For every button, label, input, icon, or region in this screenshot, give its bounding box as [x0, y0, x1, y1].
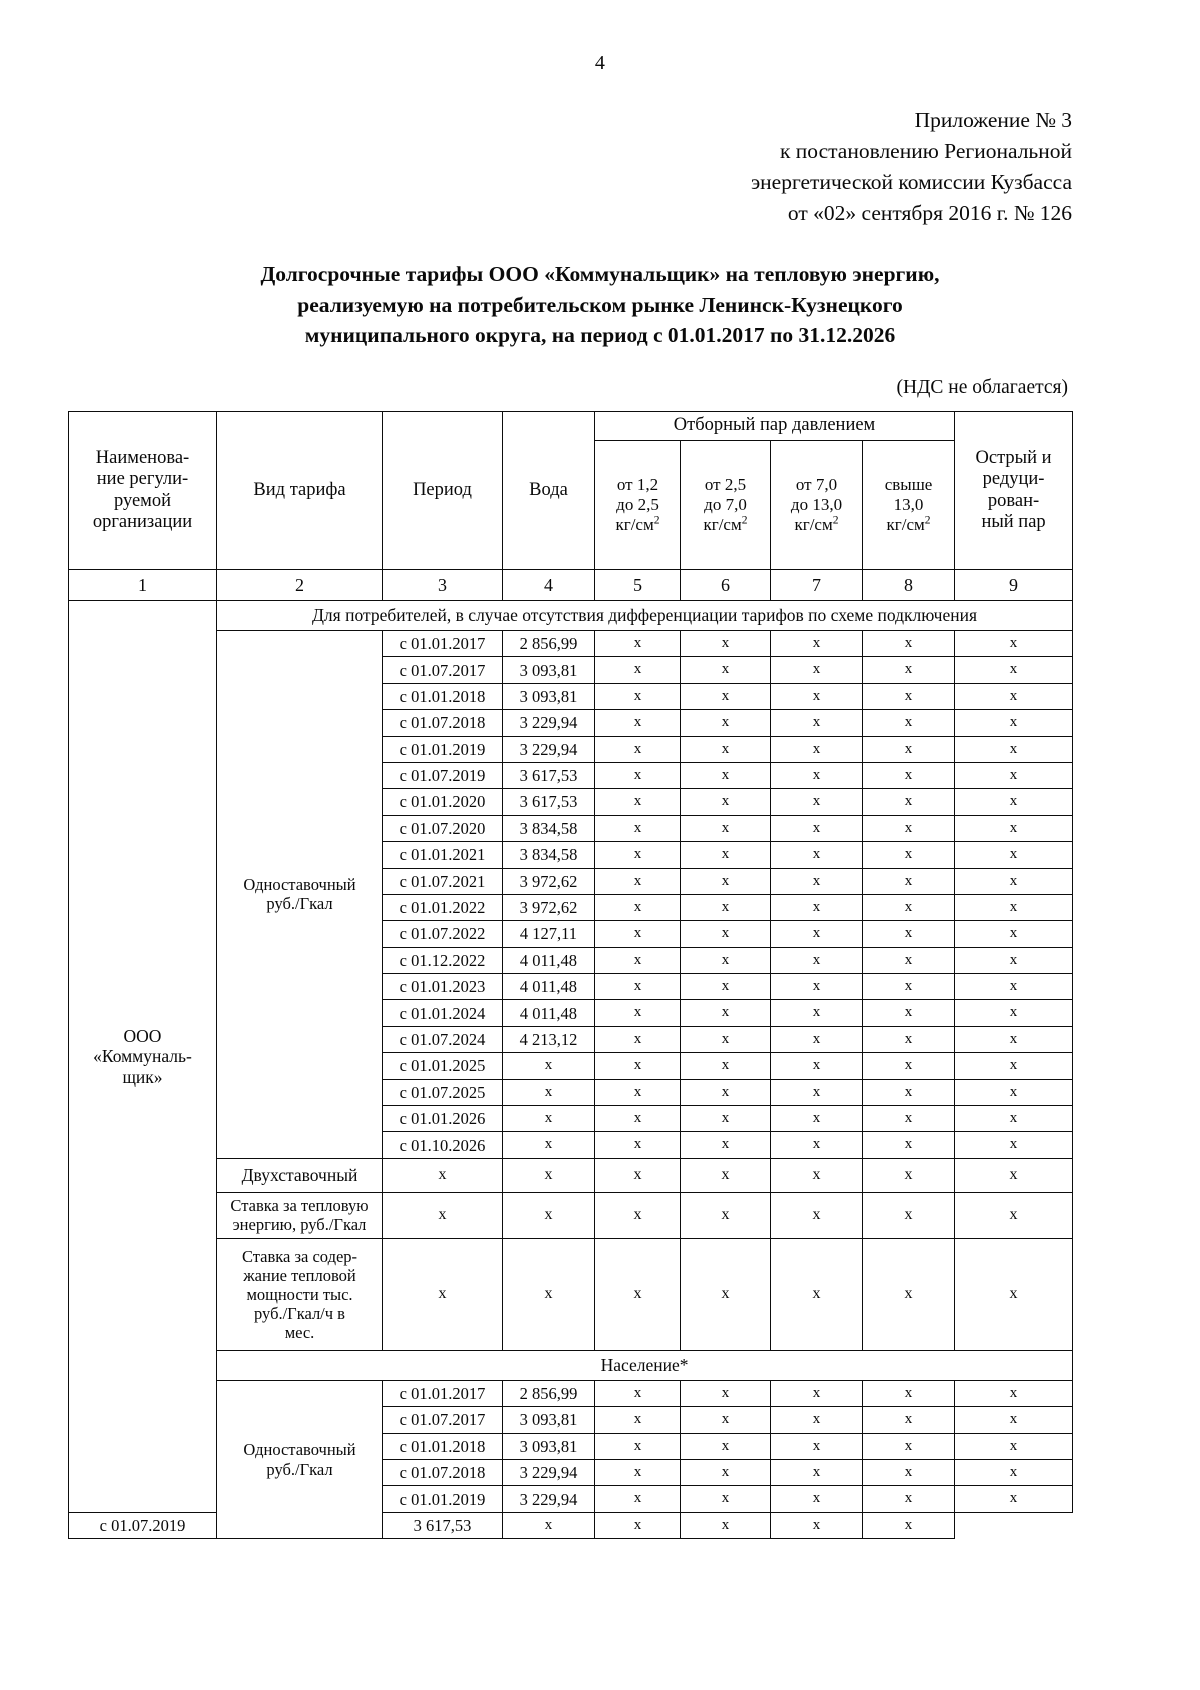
period-cell: с 01.01.2018: [383, 1433, 503, 1459]
header-steam-3-sup: 2: [832, 513, 839, 527]
sharp-steam-cell: х: [955, 631, 1073, 657]
steam-1-cell: х: [503, 1512, 595, 1538]
sharp-steam-cell: х: [955, 1026, 1073, 1052]
steam-4-cell: х: [863, 1026, 955, 1052]
water-cell: 3 229,94: [503, 1460, 595, 1486]
steam-3-cell: х: [771, 789, 863, 815]
appendix-line-4: от «02» сентября 2016 г. № 126: [787, 200, 1072, 225]
header-steam-3-l1: от 7,0: [795, 475, 838, 495]
steam-3-cell: х: [771, 1053, 863, 1079]
steam-1-cell: х: [595, 1433, 681, 1459]
sharp-steam-cell: х: [955, 710, 1073, 736]
steam-1-cell: х: [595, 789, 681, 815]
steam-4-cell: х: [863, 1158, 955, 1192]
steam-2-cell: х: [681, 1460, 771, 1486]
water-cell: х: [503, 1238, 595, 1350]
water-cell: х: [503, 1106, 595, 1132]
water-cell: 3 972,62: [503, 868, 595, 894]
header-steam-2-l1: от 2,5: [704, 475, 747, 495]
steam-1-cell: х: [595, 868, 681, 894]
header-steam-1-l2: до 2,5: [616, 495, 659, 515]
period-cell: с 01.01.2022: [383, 894, 503, 920]
tariff-rate-capacity-l1: Ставка за содер-: [241, 1246, 358, 1266]
sharp-steam-cell: х: [955, 1000, 1073, 1026]
tariff-kind-single-l1: Одноставочный: [243, 875, 356, 895]
sharp-steam-cell: х: [955, 921, 1073, 947]
steam-1-cell: х: [595, 683, 681, 709]
period-cell: с 01.07.2019: [69, 1512, 217, 1538]
steam-1-cell: х: [595, 1000, 681, 1026]
steam-4-cell: х: [863, 1079, 955, 1105]
steam-3-cell: х: [771, 868, 863, 894]
header-steam-1-2-to-2-5: [595, 441, 681, 570]
water-cell: 3 229,94: [503, 1486, 595, 1512]
steam-4-cell: х: [863, 762, 955, 788]
water-cell: 4 011,48: [503, 1000, 595, 1026]
steam-1-cell: х: [595, 1053, 681, 1079]
org-name-cell: [69, 601, 217, 1513]
steam-2-cell: х: [681, 789, 771, 815]
steam-3-cell: х: [771, 974, 863, 1000]
period-cell: с 01.12.2022: [383, 947, 503, 973]
steam-4-cell: х: [863, 1407, 955, 1433]
sharp-steam-cell: х: [955, 1407, 1073, 1433]
steam-4-cell: х: [863, 842, 955, 868]
sharp-steam-cell: х: [955, 736, 1073, 762]
steam-3-cell: х: [771, 815, 863, 841]
period-cell: с 01.01.2023: [383, 974, 503, 1000]
column-number-5: 5: [595, 570, 681, 601]
steam-3-cell: х: [771, 1079, 863, 1105]
header-sharp-steam-l3: рован-: [987, 490, 1040, 511]
steam-4-cell: х: [863, 1053, 955, 1079]
period-cell: х: [383, 1158, 503, 1192]
header-steam-2-l3: кг/см: [703, 514, 742, 534]
header-sharp-steam-l2: редуци-: [982, 469, 1045, 490]
table-row: [69, 1192, 1073, 1238]
section-header-population-row: [69, 1350, 1073, 1380]
period-cell: с 01.07.2018: [383, 710, 503, 736]
sharp-steam-cell: х: [955, 1106, 1073, 1132]
steam-1-cell: х: [595, 1238, 681, 1350]
steam-3-cell: х: [771, 1026, 863, 1052]
steam-3-cell: х: [771, 657, 863, 683]
header-steam-2-sup: 2: [741, 513, 748, 527]
header-tariff-kind: Вид тарифа: [217, 412, 383, 570]
column-number-7: 7: [771, 570, 863, 601]
water-cell: 3 972,62: [503, 894, 595, 920]
water-cell: 2 856,99: [503, 631, 595, 657]
steam-3-cell: х: [771, 1407, 863, 1433]
sharp-steam-cell: х: [955, 789, 1073, 815]
steam-2-cell: х: [681, 842, 771, 868]
steam-2-cell: х: [681, 868, 771, 894]
sharp-steam-cell: х: [955, 1158, 1073, 1192]
steam-1-cell: х: [595, 1026, 681, 1052]
sharp-steam-cell: х: [955, 894, 1073, 920]
sharp-steam-cell: х: [955, 1192, 1073, 1238]
steam-4-cell: х: [863, 947, 955, 973]
period-cell: с 01.07.2024: [383, 1026, 503, 1052]
steam-2-cell: х: [681, 683, 771, 709]
steam-3-cell: х: [771, 1106, 863, 1132]
steam-2-cell: х: [681, 1026, 771, 1052]
steam-2-cell: х: [681, 1433, 771, 1459]
table-row: [69, 1380, 1073, 1406]
tariff-kind-double: Двухставочный: [217, 1158, 383, 1192]
steam-4-cell: х: [863, 921, 955, 947]
water-cell: 3 834,58: [503, 815, 595, 841]
sharp-steam-cell: х: [955, 683, 1073, 709]
steam-1-cell: х: [595, 947, 681, 973]
table-row: [69, 631, 1073, 657]
document-title-line-3: муниципального округа, на период с 01.01.2017 по 31.12.2026: [304, 323, 896, 348]
tariff-rate-capacity-l3: мощности тыс.: [246, 1284, 353, 1304]
steam-2-cell: х: [681, 710, 771, 736]
steam-3-cell: х: [771, 736, 863, 762]
steam-4-cell: х: [863, 683, 955, 709]
steam-1-cell: х: [595, 894, 681, 920]
header-steam-4-sup: 2: [924, 513, 931, 527]
column-number-row: [69, 570, 1073, 601]
steam-2-cell: х: [681, 1079, 771, 1105]
steam-4-cell: х: [863, 1132, 955, 1158]
steam-3-cell: х: [771, 762, 863, 788]
water-cell: х: [503, 1079, 595, 1105]
steam-3-cell: х: [771, 710, 863, 736]
period-cell: с 01.01.2020: [383, 789, 503, 815]
document-title-line-1: Долгосрочные тарифы ООО «Коммунальщик» на тепловую энергию,: [260, 261, 940, 286]
tariff-kind-single-pop-l1: Одноставочный: [243, 1440, 356, 1460]
steam-3-cell: х: [771, 1238, 863, 1350]
period-cell: х: [383, 1192, 503, 1238]
steam-3-cell: х: [771, 921, 863, 947]
table-row: [69, 1158, 1073, 1192]
steam-3-cell: х: [771, 631, 863, 657]
steam-1-cell: х: [595, 1460, 681, 1486]
water-cell: 3 617,53: [503, 789, 595, 815]
water-cell: 3 093,81: [503, 683, 595, 709]
steam-2-cell: х: [681, 736, 771, 762]
water-cell: 3 617,53: [383, 1512, 503, 1538]
steam-3-cell: х: [771, 1132, 863, 1158]
steam-2-cell: х: [681, 1486, 771, 1512]
column-number-9: 9: [955, 570, 1073, 601]
column-number-8: 8: [863, 570, 955, 601]
steam-2-cell: х: [681, 762, 771, 788]
tariff-rate-capacity-l2: жание тепловой: [243, 1265, 356, 1285]
steam-1-cell: х: [595, 1486, 681, 1512]
steam-3-cell: х: [771, 1192, 863, 1238]
water-cell: 3 617,53: [503, 762, 595, 788]
header-org-name-l2: ние регули-: [96, 469, 189, 490]
water-cell: 4 213,12: [503, 1026, 595, 1052]
period-cell: с 01.01.2024: [383, 1000, 503, 1026]
sharp-steam-cell: х: [863, 1512, 955, 1538]
steam-4-cell: х: [863, 1238, 955, 1350]
steam-1-cell: х: [595, 974, 681, 1000]
steam-1-cell: х: [595, 842, 681, 868]
water-cell: х: [503, 1132, 595, 1158]
steam-3-cell: х: [681, 1512, 771, 1538]
steam-4-cell: х: [863, 1106, 955, 1132]
sharp-steam-cell: х: [955, 1486, 1073, 1512]
document-title-line-2: реализуемую на потребительском рынке Ленинск-Кузнецкого: [297, 292, 903, 317]
steam-4-cell: х: [863, 1380, 955, 1406]
steam-4-cell: х: [863, 1000, 955, 1026]
steam-1-cell: х: [595, 921, 681, 947]
header-steam-2-l2: до 7,0: [704, 495, 747, 515]
period-cell: с 01.01.2025: [383, 1053, 503, 1079]
steam-3-cell: х: [771, 1380, 863, 1406]
steam-4-cell: х: [863, 631, 955, 657]
steam-1-cell: х: [595, 1192, 681, 1238]
steam-4-cell: х: [863, 1460, 955, 1486]
sharp-steam-cell: х: [955, 815, 1073, 841]
steam-4-cell: х: [863, 868, 955, 894]
steam-4-cell: х: [863, 1486, 955, 1512]
sharp-steam-cell: х: [955, 1238, 1073, 1350]
header-steam-1-l3: кг/см: [615, 514, 654, 534]
steam-2-cell: х: [681, 974, 771, 1000]
steam-1-cell: х: [595, 1380, 681, 1406]
steam-2-cell: х: [681, 815, 771, 841]
period-cell: с 01.07.2021: [383, 868, 503, 894]
org-name-l2: «Коммуналь-: [93, 1046, 192, 1067]
appendix-line-2: к постановлению Региональной: [779, 138, 1072, 163]
tariff-table-body: [69, 601, 1073, 1539]
period-cell: с 01.07.2020: [383, 815, 503, 841]
tariff-table: [68, 411, 1073, 1539]
steam-1-cell: х: [595, 1407, 681, 1433]
steam-2-cell: х: [681, 631, 771, 657]
water-cell: 3 093,81: [503, 1407, 595, 1433]
header-steam-3-l2: до 13,0: [790, 495, 843, 515]
header-sharp-steam-l4: ный пар: [981, 511, 1046, 532]
steam-1-cell: х: [595, 1106, 681, 1132]
sharp-steam-cell: х: [955, 974, 1073, 1000]
tariff-kind-rate-capacity: [217, 1238, 383, 1350]
header-steam-above-13-0: [863, 441, 955, 570]
steam-4-cell: х: [863, 710, 955, 736]
steam-2-cell: х: [681, 1380, 771, 1406]
sharp-steam-cell: х: [955, 868, 1073, 894]
steam-3-cell: х: [771, 1158, 863, 1192]
section-header-consumers: Для потребителей, в случае отсутствия дифференциации тарифов по схеме подключения: [217, 601, 1073, 631]
period-cell: с 01.01.2021: [383, 842, 503, 868]
header-steam-3-l3: кг/см: [794, 514, 833, 534]
period-cell: с 01.01.2019: [383, 1486, 503, 1512]
steam-1-cell: х: [595, 710, 681, 736]
water-cell: 3 229,94: [503, 710, 595, 736]
header-steam-2-5-to-7-0: [681, 441, 771, 570]
water-cell: 2 856,99: [503, 1380, 595, 1406]
steam-2-cell: х: [681, 1238, 771, 1350]
water-cell: 3 834,58: [503, 842, 595, 868]
period-cell: с 01.07.2017: [383, 657, 503, 683]
steam-4-cell: х: [863, 657, 955, 683]
sharp-steam-cell: х: [955, 947, 1073, 973]
steam-1-cell: х: [595, 1079, 681, 1105]
sharp-steam-cell: х: [955, 1053, 1073, 1079]
steam-2-cell: х: [681, 921, 771, 947]
appendix-line-1: Приложение № 3: [914, 108, 1072, 132]
steam-2-cell: х: [681, 1192, 771, 1238]
table-row: [69, 1238, 1073, 1350]
steam-4-cell: х: [863, 736, 955, 762]
vat-note: (НДС не облагается): [896, 377, 1068, 399]
header-period: Период: [383, 412, 503, 570]
steam-1-cell: х: [595, 1132, 681, 1158]
water-cell: х: [503, 1053, 595, 1079]
steam-1-cell: х: [595, 762, 681, 788]
period-cell: х: [383, 1238, 503, 1350]
tariff-rate-capacity-l5: мес.: [284, 1323, 315, 1343]
period-cell: с 01.01.2017: [383, 1380, 503, 1406]
tariff-rate-energy-l2: энергию, руб./Гкал: [232, 1215, 367, 1235]
steam-3-cell: х: [771, 1460, 863, 1486]
water-cell: 4 011,48: [503, 947, 595, 973]
steam-4-cell: х: [863, 1433, 955, 1459]
sharp-steam-cell: х: [955, 657, 1073, 683]
tariff-kind-single-population: [217, 1380, 383, 1538]
header-steam-1-l1: от 1,2: [616, 475, 659, 495]
steam-3-cell: х: [771, 947, 863, 973]
steam-3-cell: х: [771, 894, 863, 920]
appendix-reference: [0, 105, 1200, 229]
sharp-steam-cell: х: [955, 1380, 1073, 1406]
period-cell: с 01.07.2018: [383, 1460, 503, 1486]
org-name-l1: ООО: [123, 1025, 162, 1046]
steam-4-cell: х: [863, 894, 955, 920]
steam-3-cell: х: [771, 1486, 863, 1512]
tariff-kind-single-pop-l2: руб./Гкал: [266, 1459, 333, 1479]
tariff-kind-rate-energy: [217, 1192, 383, 1238]
steam-3-cell: х: [771, 1433, 863, 1459]
water-cell: х: [503, 1192, 595, 1238]
header-steam-4-l2: 13,0: [893, 495, 924, 515]
steam-3-cell: х: [771, 1000, 863, 1026]
period-cell: с 01.07.2019: [383, 762, 503, 788]
tariff-rate-capacity-l4: руб./Гкал/ч в: [254, 1303, 345, 1323]
steam-1-cell: х: [595, 815, 681, 841]
column-number-4: 4: [503, 570, 595, 601]
steam-1-cell: х: [595, 657, 681, 683]
appendix-line-3: энергетической комиссии Кузбасса: [750, 169, 1072, 194]
period-cell: с 01.07.2017: [383, 1407, 503, 1433]
steam-4-cell: х: [863, 789, 955, 815]
header-sharp-steam-l1: Острый и: [975, 447, 1052, 468]
steam-2-cell: х: [681, 947, 771, 973]
header-org-name: [69, 412, 217, 570]
period-cell: с 01.01.2019: [383, 736, 503, 762]
header-steam-4-l3: кг/см: [886, 514, 925, 534]
sharp-steam-cell: х: [955, 1433, 1073, 1459]
header-org-name-l3: руемой: [113, 490, 172, 511]
steam-1-cell: х: [595, 1158, 681, 1192]
water-cell: 4 011,48: [503, 974, 595, 1000]
water-cell: х: [503, 1158, 595, 1192]
column-number-1: 1: [69, 570, 217, 601]
period-cell: с 01.01.2018: [383, 683, 503, 709]
org-name-l3: щик»: [122, 1066, 163, 1087]
tariff-kind-single-consumers: [217, 631, 383, 1159]
header-water: Вода: [503, 412, 595, 570]
steam-4-cell: х: [863, 1192, 955, 1238]
section-header-population: Население*: [217, 1350, 1073, 1380]
header-org-name-l4: организации: [92, 511, 193, 532]
page-number: 4: [594, 52, 606, 74]
column-number-2: 2: [217, 570, 383, 601]
steam-2-cell: х: [595, 1512, 681, 1538]
steam-2-cell: х: [681, 1132, 771, 1158]
steam-3-cell: х: [771, 683, 863, 709]
header-steam-4-l1: свыше: [884, 475, 933, 495]
steam-4-cell: х: [863, 815, 955, 841]
steam-4-cell: х: [771, 1512, 863, 1538]
column-number-6: 6: [681, 570, 771, 601]
header-steam-1-sup: 2: [653, 513, 660, 527]
period-cell: с 01.01.2017: [383, 631, 503, 657]
sharp-steam-cell: х: [955, 1460, 1073, 1486]
header-sharp-reduced-steam: [955, 412, 1073, 570]
period-cell: с 01.01.2026: [383, 1106, 503, 1132]
steam-2-cell: х: [681, 1053, 771, 1079]
sharp-steam-cell: х: [955, 842, 1073, 868]
water-cell: 3 229,94: [503, 736, 595, 762]
steam-1-cell: х: [595, 631, 681, 657]
steam-2-cell: х: [681, 1158, 771, 1192]
header-org-name-l1: Наименова-: [95, 447, 190, 468]
steam-4-cell: х: [863, 974, 955, 1000]
period-cell: с 01.07.2025: [383, 1079, 503, 1105]
header-steam-group: Отборный пар давлением: [595, 412, 955, 441]
steam-1-cell: х: [595, 736, 681, 762]
steam-2-cell: х: [681, 894, 771, 920]
section-header-consumers-row: [69, 601, 1073, 631]
water-cell: 3 093,81: [503, 1433, 595, 1459]
sharp-steam-cell: х: [955, 1079, 1073, 1105]
water-cell: 4 127,11: [503, 921, 595, 947]
period-cell: с 01.07.2022: [383, 921, 503, 947]
water-cell: 3 093,81: [503, 657, 595, 683]
document-title: [160, 259, 1040, 351]
period-cell: с 01.10.2026: [383, 1132, 503, 1158]
column-number-3: 3: [383, 570, 503, 601]
steam-2-cell: х: [681, 657, 771, 683]
sharp-steam-cell: х: [955, 762, 1073, 788]
steam-2-cell: х: [681, 1407, 771, 1433]
header-steam-7-0-to-13-0: [771, 441, 863, 570]
sharp-steam-cell: х: [955, 1132, 1073, 1158]
steam-2-cell: х: [681, 1000, 771, 1026]
steam-2-cell: х: [681, 1106, 771, 1132]
steam-3-cell: х: [771, 842, 863, 868]
tariff-rate-energy-l1: Ставка за тепловую: [230, 1196, 369, 1216]
tariff-kind-single-l2: руб./Гкал: [266, 894, 333, 914]
